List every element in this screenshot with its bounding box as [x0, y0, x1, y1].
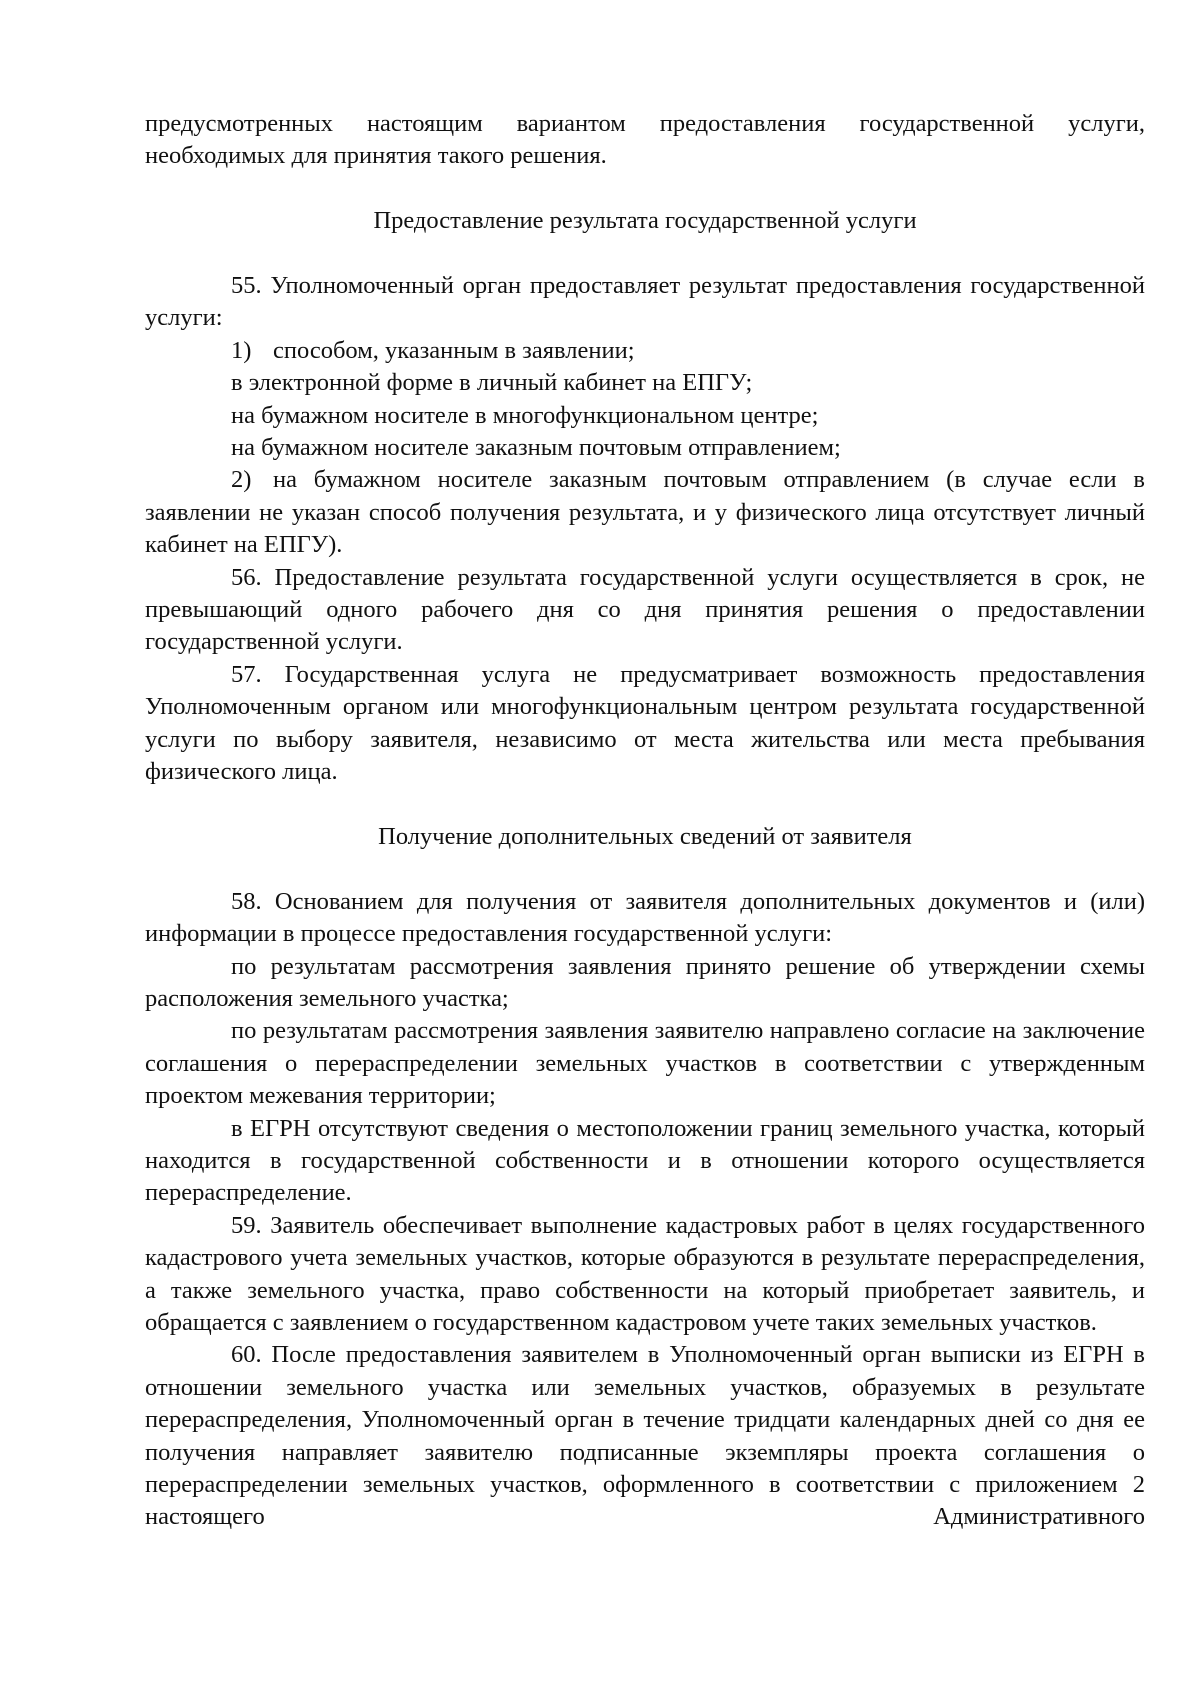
paragraph-55-line-mfc: на бумажном носителе в многофункциональном центре;	[231, 401, 819, 429]
paragraph-55: 55. Уполномоченный орган предоставляет результат предоставления государственной услуги:	[145, 272, 1145, 332]
paragraph-55-line-post: на бумажном носителе заказным почтовым отправлением;	[231, 434, 841, 462]
paragraph-59: 59. Заявитель обеспечивает выполнение кадастровых работ в целях государственного кадастрового учета земельных участков, которые образуются в результате перераспределения, а также земельного участка, право собственности на который приобретает заявитель, и обращается с заявлением о государственном кадастровом учете таких земельных участков.	[145, 1211, 1145, 1336]
paragraph-56: 56. Предоставление результата государственной услуги осуществляется в срок, не превышающий одного рабочего дня со дня принятия решения о предоставлении государственной услуги.	[145, 563, 1145, 656]
item-1-number: 1)	[231, 336, 252, 364]
paragraph-60: 60. После предоставления заявителем в Уполномоченный орган выписки из ЕГРН в отношении земельного участка или земельных участков, образуемых в результате перераспределения, Уполномоченный орган в течение тридцати календарных дней со дня ее получения направляет заявителю подписанные экземпляры проекта соглашения о перераспределении земельных участков, оформленного в соответствии с приложением 2 настоящего Административного	[145, 1341, 1145, 1531]
paragraph-55-item-1	[145, 335, 1145, 367]
section-heading-result: Предоставление результата государственной услуги	[373, 207, 917, 235]
paragraph-58-case-2: по результатам рассмотрения заявления заявителю направлено согласие на заключение соглашения о перераспределении земельных участков в соответствии с утвержденным проектом межевания территории;	[145, 1017, 1145, 1110]
continuation-paragraph: предусмотренных настоящим вариантом предоставления государственной услуги, необходимых для принятия такого решения.	[145, 110, 1145, 170]
paragraph-55-line-epgu: в электронной форме в личный кабинет на ЕПГУ;	[231, 369, 753, 397]
item-2-text: на бумажном носителе заказным почтовым отправлением (в случае если в заявлении не указан способ получения результата, и у физического лица отсутствует личный кабинет на ЕПГУ).	[145, 466, 1145, 559]
paragraph-58-case-3: в ЕГРН отсутствуют сведения о местоположении границ земельного участка, который находится в государственной собственности и в отношении которого осуществляется перераспределение.	[145, 1114, 1145, 1207]
paragraph-58-case-1: по результатам рассмотрения заявления принято решение об утверждении схемы расположения земельного участка;	[145, 952, 1145, 1012]
item-1-text: способом, указанным в заявлении;	[273, 336, 635, 364]
paragraph-58: 58. Основанием для получения от заявителя дополнительных документов и (или) информации в процессе предоставления государственной услуги:	[145, 887, 1145, 948]
paragraph-57: 57. Государственная услуга не предусматривает возможность предоставления Уполномоченным органом или многофункциональным центром результата государственной услуги по выбору заявителя, независимо от места жительства или места пребывания физического лица.	[145, 660, 1145, 786]
item-2-number: 2)	[231, 466, 252, 494]
section-heading-additional: Получение дополнительных сведений от заявителя	[378, 822, 912, 850]
document-page	[145, 108, 1145, 1534]
paragraph-55-item-2	[145, 464, 1145, 561]
